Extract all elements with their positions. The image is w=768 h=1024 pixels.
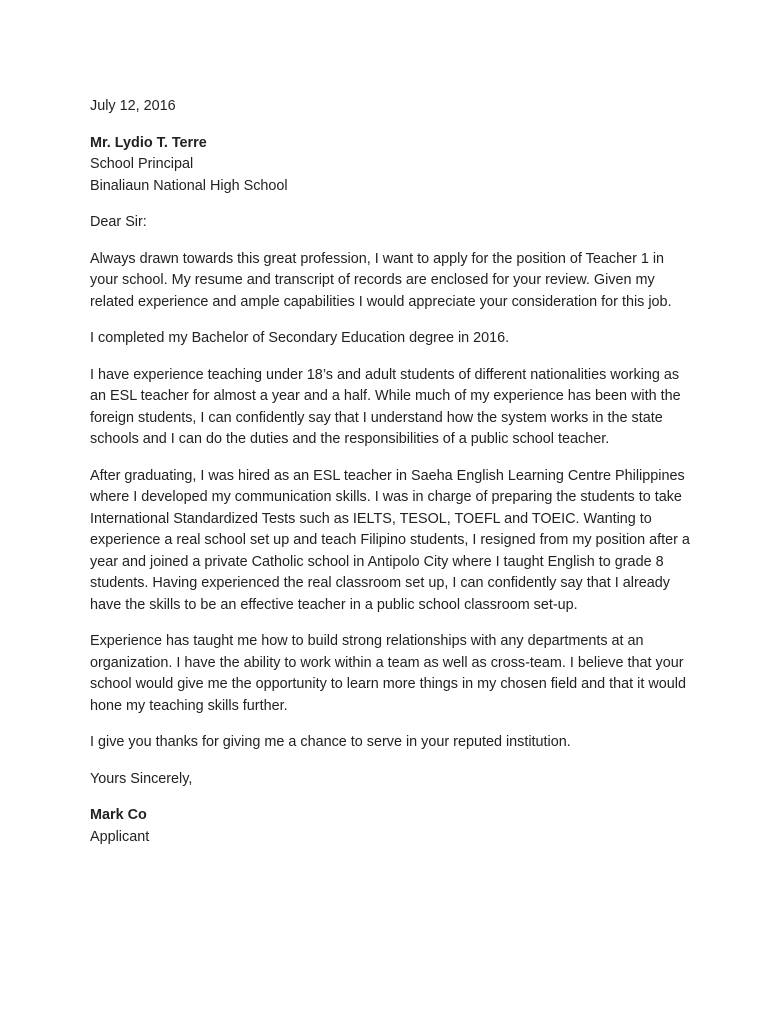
signature-name: Mark Co: [90, 807, 147, 823]
body-paragraph-4: After graduating, I was hired as an ESL teacher in Saeha English Learning Centre Philippines where I developed my communication skills. I was in charge of preparing the students to take International Standardized Tests such as IELTS, TESOL, TOEFL and TOEIC. Wanting to experience a real school set up and teach Filipino students, I resigned from my position after a year and joined a private Catholic school in Antipolo City where I taught English to grade 8 students. Having experienced the real classroom set up, I can confidently say that I already have the skills to be an effective teacher in a public school classroom set-up.: [90, 467, 690, 613]
body-paragraph-6: I give you thanks for giving me a chance to serve in your reputed institution.: [90, 734, 571, 750]
body-paragraph-1: Always drawn towards this great profession, I want to apply for the position of Teacher 1 in your school. My resume and transcript of records are enclosed for your review. Given my related experience and ample capabilities I would appreciate your consideration for this job.: [90, 250, 672, 310]
body-paragraph-5: Experience has taught me how to build strong relationships with any departments at an organization. I have the ability to work within a team as well as cross-team. I believe that your school would give me the opportunity to learn more things in my chosen field and that it would hone my teaching skills further.: [90, 633, 686, 714]
recipient-name: Mr. Lydio T. Terre: [90, 134, 207, 151]
letter-page: [90, 96, 690, 848]
signature-role: Applicant: [90, 828, 150, 845]
recipient-block: [90, 133, 690, 198]
closing: Yours Sincerely,: [90, 770, 193, 787]
salutation: Dear Sir:: [90, 214, 147, 230]
recipient-organization: Binaliaun National High School: [90, 177, 288, 194]
body-paragraph-2: I completed my Bachelor of Secondary Education degree in 2016.: [90, 330, 510, 346]
letter-date: July 12, 2016: [90, 98, 176, 114]
signature-block: [90, 805, 690, 848]
body-paragraph-3: I have experience teaching under 18’s and adult students of different nationalities working as an ESL teacher for almost a year and a half. While much of my experience has been with the foreign students, I can confidently say that I understand how the system works in the state schools and I can do the duties and the responsibilities of a public school teacher.: [90, 366, 681, 447]
recipient-title: School Principal: [90, 156, 194, 172]
